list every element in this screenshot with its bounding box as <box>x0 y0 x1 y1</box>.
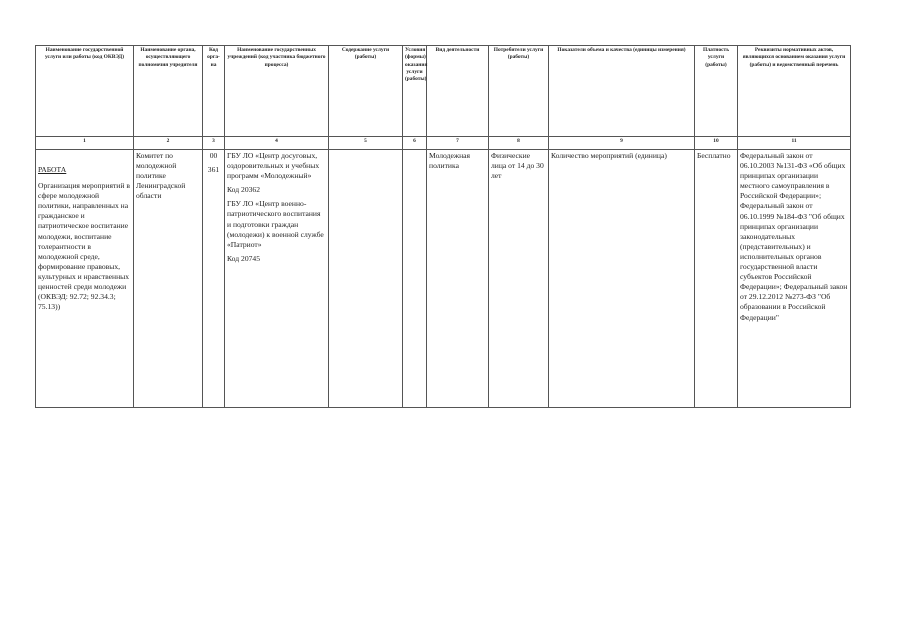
column-number-row <box>36 137 851 150</box>
service-description: Организация мероприятий в сфере молодежной политики, направленных на гражданское и патриотическое воспитание молодежи, воспитание толерантности в молодежной среде, формирование правовых, культурных и нравственных ценностей среди молодежи (ОКВЭД: 92.72; 92.34.3; 75.13)) <box>38 181 130 312</box>
column-number: 3 <box>203 137 225 150</box>
header-activity-type: Вид деятельности <box>427 46 489 137</box>
cell-service-content <box>329 150 403 408</box>
institution-1-code: Код 20362 <box>227 185 261 195</box>
cell-service-conditions <box>403 150 427 408</box>
column-number: 7 <box>427 137 489 150</box>
cell-consumers: Физические лица от 14 до 30 лет <box>489 150 549 408</box>
cell-payment: Бесплатно <box>695 150 738 408</box>
cell-service-name <box>36 150 134 408</box>
column-number: 8 <box>489 137 549 150</box>
column-number: 11 <box>738 137 851 150</box>
column-number: 6 <box>403 137 427 150</box>
header-row <box>36 46 851 137</box>
institution-2-code: Код 20745 <box>227 253 261 263</box>
header-indicators: Показатели объема и качества (единицы измерения) <box>549 46 695 137</box>
cell-activity-type: Молодежная политика <box>427 150 489 408</box>
cell-indicators: Количество мероприятий (единица) <box>549 150 695 408</box>
header-consumers: Потребители услуги (работы) <box>489 46 549 137</box>
column-number: 9 <box>549 137 695 150</box>
header-institution-name: Наименование государственных учреждений (код участника бюджетного процесса) <box>225 46 329 137</box>
work-label: РАБОТА <box>38 165 67 174</box>
body-code-line-2: 361 <box>207 165 220 175</box>
header-body-code: Код орга-на <box>203 46 225 137</box>
column-number: 5 <box>329 137 403 150</box>
cell-founder-body: Комитет по молодежной политике Ленинградской области <box>134 150 203 408</box>
table-row <box>36 150 851 408</box>
header-founder-body: Наименование органа, осуществляющего полномочия учредителя <box>134 46 203 137</box>
column-number: 1 <box>36 137 134 150</box>
services-table <box>35 45 851 408</box>
header-legal-acts: Реквизиты нормативных актов, являющихся основанием оказания услуги (работы) и ведомственный перечень <box>738 46 851 137</box>
header-payment: Платность услуги (работы) <box>695 46 738 137</box>
institution-1-name: ГБУ ЛО «Центр досуговых, оздоровительных и учебных программ «Молодежный» <box>227 151 320 181</box>
header-service-name: Наименование государственной услуги или работы (код ОКВЭД) <box>36 46 134 137</box>
header-service-content: Содержание услуги (работы) <box>329 46 403 137</box>
column-number: 10 <box>695 137 738 150</box>
institution-2-name: ГБУ ЛО «Центр военно-патриотического воспитания и подготовки граждан (молодежи) к военной службе «Патриот» <box>227 199 324 249</box>
body-code-line-1: 00 <box>209 151 218 160</box>
cell-institutions <box>225 150 329 408</box>
header-service-conditions: Условия (формы) оказания услуги (работы) <box>403 46 427 137</box>
cell-body-code <box>203 150 225 408</box>
column-number: 2 <box>134 137 203 150</box>
cell-legal-acts: Федеральный закон от 06.10.2003 №131-ФЗ «Об общих принципах организации местного самоуправления в Российской Федерации»; Федеральный закон от 06.10.1999 №184-ФЗ "Об общих принципах организации законодательных (представительных) и исполнительных органов государственной власти субъектов Российской Федерации»; Федеральный закон от 29.12.2012 №273-ФЗ "Об образовании в Российской Федерации" <box>738 150 851 408</box>
column-number: 4 <box>225 137 329 150</box>
